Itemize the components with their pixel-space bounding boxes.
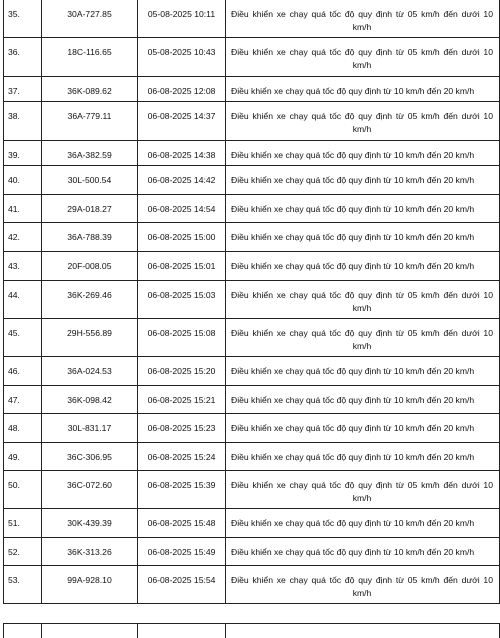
violation-description: Điều khiển xe chạy quá tốc độ quy định từ 05 km/h đến dưới 10 km/h [226, 102, 500, 141]
table-row [4, 414, 500, 443]
violation-time: 05-08-2025 10:43 [138, 38, 226, 77]
license-plate: 36C-306.95 [42, 443, 138, 471]
license-plate: 36K-098.42 [42, 386, 138, 414]
violation-description: Điều khiển xe chạy quá tốc độ quy định từ 10 km/h đến 20 km/h [226, 252, 500, 281]
violation-time: 06-08-2025 15:03 [138, 281, 226, 319]
violation-time: 06-08-2025 15:21 [138, 386, 226, 414]
license-plate: 18C-116.65 [42, 38, 138, 77]
violation-description: Điều khiển xe chạy quá tốc độ quy định từ 05 km/h đến dưới 10 km/h [226, 471, 500, 509]
violation-description: Điều khiển xe chạy quá tốc độ quy định từ 05 km/h đến dưới 10 km/h [226, 0, 500, 38]
license-plate: 30L-831.17 [42, 414, 138, 443]
violation-time: 06-08-2025 15:49 [138, 538, 226, 566]
violation-description: Điều khiển xe chạy quá tốc độ quy định từ 10 km/h đến 20 km/h [226, 195, 500, 223]
license-plate: 36A-788.39 [42, 223, 138, 252]
table-row [4, 195, 500, 223]
violation-time: 06-08-2025 15:08 [138, 319, 226, 357]
table-row [4, 38, 500, 77]
violation-time: 06-08-2025 15:23 [138, 414, 226, 443]
violations-table [3, 0, 500, 604]
violation-description: Điều khiển xe chạy quá tốc độ quy định từ 10 km/h đến 20 km/h [226, 166, 500, 195]
table-row [4, 77, 500, 102]
violation-time: 06-08-2025 14:42 [138, 166, 226, 195]
violation-time: 05-08-2025 10:11 [138, 0, 226, 38]
license-plate: 30A-727.85 [42, 0, 138, 38]
violation-time: 06-08-2025 15:20 [138, 357, 226, 386]
license-plate: 36A-382.59 [42, 141, 138, 166]
violations-table-body [4, 0, 500, 604]
license-plate: 36K-089.62 [42, 77, 138, 102]
violation-description: Điều khiển xe chạy quá tốc độ quy định từ 05 km/h đến dưới 10 km/h [226, 38, 500, 77]
violation-time: 06-08-2025 15:39 [138, 471, 226, 509]
row-number: 39. [4, 141, 42, 166]
row-number: 50. [4, 471, 42, 509]
license-plate: 36A-779.11 [42, 102, 138, 141]
table-row [4, 281, 500, 319]
violation-time: 06-08-2025 15:24 [138, 443, 226, 471]
table-row [4, 102, 500, 141]
violation-description: Điều khiển xe chạy quá tốc độ quy định từ 10 km/h đến 20 km/h [226, 509, 500, 538]
row-number: 40. [4, 166, 42, 195]
violation-description: Điều khiển xe chạy quá tốc độ quy định từ 10 km/h đến 20 km/h [226, 223, 500, 252]
table-row [4, 252, 500, 281]
license-plate: 29A-018.27 [42, 195, 138, 223]
table-row [4, 538, 500, 566]
violation-description: Điều khiển xe chạy quá tốc độ quy định từ 10 km/h đến 20 km/h [226, 77, 500, 102]
table-row [4, 509, 500, 538]
license-plate: 99A-928.10 [42, 566, 138, 604]
row-number: 45. [4, 319, 42, 357]
row-number: 38. [4, 102, 42, 141]
table-row [4, 141, 500, 166]
table-row [4, 386, 500, 414]
table-row [4, 443, 500, 471]
violation-time: 06-08-2025 15:00 [138, 223, 226, 252]
violation-description: Điều khiển xe chạy quá tốc độ quy định từ 05 km/h đến dưới 10 km/h [226, 281, 500, 319]
violation-description: Điều khiển xe chạy quá tốc độ quy định từ 10 km/h đến 20 km/h [226, 141, 500, 166]
row-number: 51. [4, 509, 42, 538]
violation-time: 06-08-2025 14:54 [138, 195, 226, 223]
violation-time: 06-08-2025 12:08 [138, 77, 226, 102]
violation-description: Điều khiển xe chạy quá tốc độ quy định từ 05 km/h đến dưới 10 km/h [226, 319, 500, 357]
violation-time: 06-08-2025 15:54 [138, 566, 226, 604]
row-number: 53. [4, 566, 42, 604]
violation-description: Điều khiển xe chạy quá tốc độ quy định từ 10 km/h đến 20 km/h [226, 538, 500, 566]
row-number: 36. [4, 38, 42, 77]
violation-description: Điều khiển xe chạy quá tốc độ quy định từ 10 km/h đến 20 km/h [226, 443, 500, 471]
license-plate: 36A-024.53 [42, 357, 138, 386]
row-number: 43. [4, 252, 42, 281]
row-number: 48. [4, 414, 42, 443]
violation-time: 06-08-2025 14:38 [138, 141, 226, 166]
table-row [4, 357, 500, 386]
violation-time: 06-08-2025 15:48 [138, 509, 226, 538]
license-plate: 30L-500.54 [42, 166, 138, 195]
row-number: 47. [4, 386, 42, 414]
violation-time: 06-08-2025 14:37 [138, 102, 226, 141]
license-plate: 20F-008.05 [42, 252, 138, 281]
violation-description: Điều khiển xe chạy quá tốc độ quy định từ 10 km/h đến 20 km/h [226, 386, 500, 414]
violation-description: Điều khiển xe chạy quá tốc độ quy định từ 05 km/h đến dưới 10 km/h [226, 566, 500, 604]
violation-time: 06-08-2025 15:01 [138, 252, 226, 281]
table-row [4, 223, 500, 252]
row-number: 46. [4, 357, 42, 386]
row-number: 52. [4, 538, 42, 566]
row-number: 44. [4, 281, 42, 319]
license-plate: 29H-556.89 [42, 319, 138, 357]
row-number: 49. [4, 443, 42, 471]
license-plate: 36K-313.26 [42, 538, 138, 566]
license-plate: 36K-269.46 [42, 281, 138, 319]
row-number: 42. [4, 223, 42, 252]
table-row [4, 0, 500, 38]
table-row [4, 566, 500, 604]
license-plate: 30K-439.39 [42, 509, 138, 538]
row-number: 35. [4, 0, 42, 38]
row-number: 37. [4, 77, 42, 102]
license-plate: 36C-072.60 [42, 471, 138, 509]
table-row [4, 471, 500, 509]
violation-description: Điều khiển xe chạy quá tốc độ quy định từ 10 km/h đến 20 km/h [226, 414, 500, 443]
table-row [4, 166, 500, 195]
row-number: 41. [4, 195, 42, 223]
violation-description: Điều khiển xe chạy quá tốc độ quy định từ 10 km/h đến 20 km/h [226, 357, 500, 386]
table-row [4, 319, 500, 357]
